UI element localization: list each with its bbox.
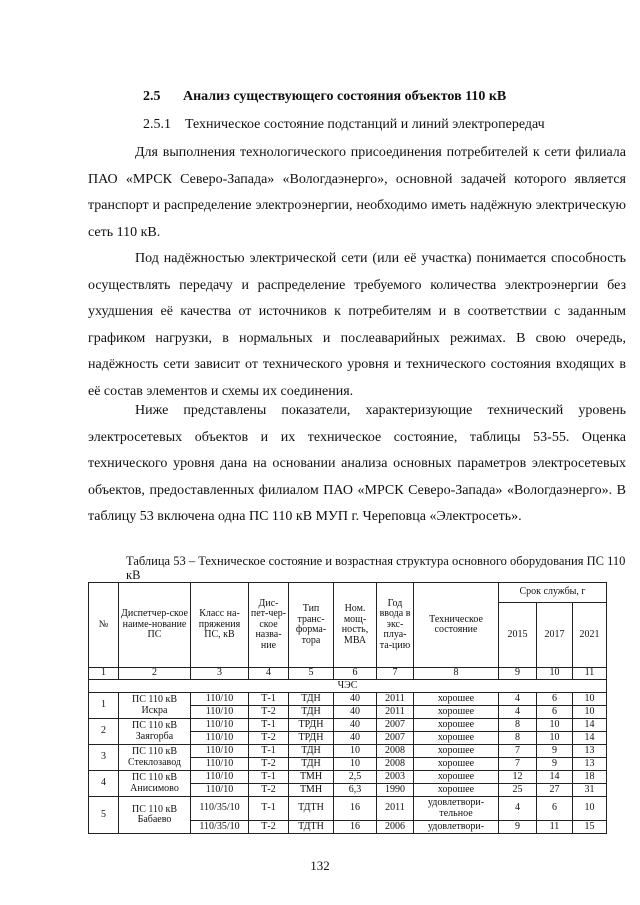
colnum: 1 bbox=[89, 668, 119, 680]
section-heading bbox=[143, 89, 506, 105]
cell-voltage: 110/10 bbox=[191, 693, 249, 706]
cell-2015: 9 bbox=[499, 821, 537, 834]
colnum: 3 bbox=[191, 668, 249, 680]
colnum: 10 bbox=[537, 668, 573, 680]
cell-voltage: 110/10 bbox=[191, 719, 249, 732]
group-row bbox=[89, 680, 607, 693]
cell-voltage: 110/35/10 bbox=[191, 821, 249, 834]
column-number-row bbox=[89, 668, 607, 680]
cell-voltage: 110/10 bbox=[191, 706, 249, 719]
colnum: 5 bbox=[289, 668, 334, 680]
cell-disp: Т-1 bbox=[249, 719, 289, 732]
cell-disp: Т-2 bbox=[249, 784, 289, 797]
header-row bbox=[89, 583, 607, 603]
table-row bbox=[89, 719, 607, 732]
cell-disp: Т-2 bbox=[249, 706, 289, 719]
cell-type: ТРДН bbox=[289, 732, 334, 745]
cell-state: удовлетвори-тельное bbox=[414, 797, 499, 821]
cell-2015: 8 bbox=[499, 719, 537, 732]
cell-2017: 10 bbox=[537, 719, 573, 732]
cell-2015: 4 bbox=[499, 693, 537, 706]
table-row bbox=[89, 693, 607, 706]
header-service: Срок службы, г bbox=[499, 583, 607, 603]
group-label: ЧЭС bbox=[89, 680, 607, 693]
paragraph-2: Под надёжностью электрической сети (или её участка) понимается способность осуществлять передачу и распределение требуемого количества электроэнергии без ухудшения её качества от источников к потребителям и в соответствии с заданным графиком нагрузки, в нормальных и послеаварийных режимах. В свою очередь, надёжность сети зависит от технического уровня и технического состояния входящих в её состав элементов и схемы их соединения. bbox=[88, 251, 626, 399]
colnum: 2 bbox=[119, 668, 191, 680]
equipment-table bbox=[88, 582, 607, 834]
header-year-2021: 2021 bbox=[573, 603, 607, 668]
cell-num: 4 bbox=[89, 771, 119, 797]
header-name: Диспетчер-ское наиме-нование ПС bbox=[119, 583, 191, 668]
colnum: 9 bbox=[499, 668, 537, 680]
cell-type: ТДН bbox=[289, 693, 334, 706]
cell-type: ТДТН bbox=[289, 797, 334, 821]
cell-2015: 7 bbox=[499, 758, 537, 771]
cell-state: хорошее bbox=[414, 706, 499, 719]
cell-year: 2007 bbox=[377, 719, 414, 732]
header-type: Тип транс-форма-тора bbox=[289, 583, 334, 668]
cell-year: 2003 bbox=[377, 771, 414, 784]
cell-2021: 15 bbox=[573, 821, 607, 834]
cell-2021: 14 bbox=[573, 732, 607, 745]
header-year-2017: 2017 bbox=[537, 603, 573, 668]
cell-2017: 10 bbox=[537, 732, 573, 745]
colnum: 6 bbox=[334, 668, 377, 680]
cell-2015: 4 bbox=[499, 706, 537, 719]
cell-type: ТРДН bbox=[289, 719, 334, 732]
cell-state: хорошее bbox=[414, 784, 499, 797]
cell-2017: 14 bbox=[537, 771, 573, 784]
cell-state: хорошее bbox=[414, 719, 499, 732]
table-row bbox=[89, 771, 607, 784]
cell-2015: 8 bbox=[499, 732, 537, 745]
cell-disp: Т-2 bbox=[249, 758, 289, 771]
cell-name: ПС 110 кВ Стеклозавод bbox=[119, 745, 191, 771]
header-num: № bbox=[89, 583, 119, 668]
cell-2017: 6 bbox=[537, 797, 573, 821]
header-year: Год ввода в экс-плуа-та-цию bbox=[377, 583, 414, 668]
header-power: Ном. мощ-ность, МВА bbox=[334, 583, 377, 668]
cell-2021: 14 bbox=[573, 719, 607, 732]
cell-type: ТДТН bbox=[289, 821, 334, 834]
cell-year: 2011 bbox=[377, 693, 414, 706]
cell-2021: 13 bbox=[573, 758, 607, 771]
table-caption: Таблица 53 – Техническое состояние и возрастная структура основного оборудования ПС 110 кВ bbox=[126, 554, 626, 582]
cell-num: 3 bbox=[89, 745, 119, 771]
cell-disp: Т-1 bbox=[249, 797, 289, 821]
header-disp: Дис-пет-чер-ское назва-ние bbox=[249, 583, 289, 668]
cell-2017: 9 bbox=[537, 745, 573, 758]
cell-num: 1 bbox=[89, 693, 119, 719]
paragraph-3: Ниже представлены показатели, характеризующие технический уровень электросетевых объектов и их техническое состояние, таблицы 53-55. Оценка технического уровня дана на основании анализа основных параметров электросетевых объектов, предоставленных филиалом ПАО «МРСК Северо-Запада» «Вологдаэнерго». В таблицу 53 включена одна ПС 110 кВ МУП г. Череповца «Электросеть». bbox=[88, 403, 626, 524]
cell-disp: Т-1 bbox=[249, 693, 289, 706]
cell-voltage: 110/10 bbox=[191, 745, 249, 758]
cell-2017: 27 bbox=[537, 784, 573, 797]
cell-power: 16 bbox=[334, 797, 377, 821]
header-state: Техническое состояние bbox=[414, 583, 499, 668]
colnum: 7 bbox=[377, 668, 414, 680]
cell-type: ТМН bbox=[289, 771, 334, 784]
cell-2017: 6 bbox=[537, 693, 573, 706]
cell-state: хорошее bbox=[414, 693, 499, 706]
cell-power: 40 bbox=[334, 706, 377, 719]
cell-2017: 6 bbox=[537, 706, 573, 719]
cell-2021: 10 bbox=[573, 706, 607, 719]
cell-disp: Т-2 bbox=[249, 732, 289, 745]
cell-2015: 7 bbox=[499, 745, 537, 758]
cell-2021: 10 bbox=[573, 797, 607, 821]
cell-year: 2011 bbox=[377, 797, 414, 821]
cell-year: 2008 bbox=[377, 745, 414, 758]
cell-year: 2008 bbox=[377, 758, 414, 771]
section-number: 2.5 bbox=[143, 89, 161, 104]
cell-2015: 4 bbox=[499, 797, 537, 821]
cell-voltage: 110/10 bbox=[191, 771, 249, 784]
cell-year: 1990 bbox=[377, 784, 414, 797]
cell-year: 2006 bbox=[377, 821, 414, 834]
cell-2021: 31 bbox=[573, 784, 607, 797]
cell-name: ПС 110 кВ Анисимово bbox=[119, 771, 191, 797]
subsection-number: 2.5.1 bbox=[143, 117, 171, 132]
cell-power: 40 bbox=[334, 732, 377, 745]
cell-power: 10 bbox=[334, 758, 377, 771]
cell-2015: 12 bbox=[499, 771, 537, 784]
colnum: 4 bbox=[249, 668, 289, 680]
cell-power: 16 bbox=[334, 821, 377, 834]
table-row bbox=[89, 797, 607, 821]
cell-name: ПС 110 кВ Заягорба bbox=[119, 719, 191, 745]
cell-type: ТМН bbox=[289, 784, 334, 797]
cell-voltage: 110/10 bbox=[191, 784, 249, 797]
cell-2017: 9 bbox=[537, 758, 573, 771]
section-title: Анализ существующего состояния объектов 110 кВ bbox=[183, 89, 507, 104]
cell-year: 2011 bbox=[377, 706, 414, 719]
cell-state: удовлетвори- bbox=[414, 821, 499, 834]
cell-type: ТДН bbox=[289, 758, 334, 771]
table-row bbox=[89, 745, 607, 758]
cell-2021: 10 bbox=[573, 693, 607, 706]
cell-power: 6,3 bbox=[334, 784, 377, 797]
subsection-title: Техническое состояние подстанций и линий электропередач bbox=[185, 117, 545, 132]
cell-2015: 25 bbox=[499, 784, 537, 797]
cell-voltage: 110/10 bbox=[191, 758, 249, 771]
page-number: 132 bbox=[310, 858, 330, 873]
cell-disp: Т-1 bbox=[249, 745, 289, 758]
cell-year: 2007 bbox=[377, 732, 414, 745]
cell-name: ПС 110 кВ Бабаево bbox=[119, 797, 191, 834]
cell-power: 40 bbox=[334, 693, 377, 706]
cell-state: хорошее bbox=[414, 745, 499, 758]
subsection-heading bbox=[143, 117, 545, 133]
cell-power: 40 bbox=[334, 719, 377, 732]
cell-2021: 18 bbox=[573, 771, 607, 784]
cell-disp: Т-2 bbox=[249, 821, 289, 834]
cell-state: хорошее bbox=[414, 771, 499, 784]
cell-disp: Т-1 bbox=[249, 771, 289, 784]
cell-name: ПС 110 кВ Искра bbox=[119, 693, 191, 719]
cell-num: 2 bbox=[89, 719, 119, 745]
colnum: 8 bbox=[414, 668, 499, 680]
cell-2021: 13 bbox=[573, 745, 607, 758]
cell-voltage: 110/10 bbox=[191, 732, 249, 745]
cell-state: хорошее bbox=[414, 732, 499, 745]
cell-power: 2,5 bbox=[334, 771, 377, 784]
paragraph-1: Для выполнения технологического присоединения потребителей к сети филиала ПАО «МРСК Северо-Запада» «Вологдаэнерго», основной задачей которого является транспорт и распределение электроэнергии, необходимо иметь надёжную электрическую сеть 110 кВ. bbox=[88, 145, 626, 240]
cell-type: ТДН bbox=[289, 706, 334, 719]
header-voltage: Класс на-пряжения ПС, кВ bbox=[191, 583, 249, 668]
cell-num: 5 bbox=[89, 797, 119, 834]
cell-power: 10 bbox=[334, 745, 377, 758]
colnum: 11 bbox=[573, 668, 607, 680]
cell-state: хорошее bbox=[414, 758, 499, 771]
cell-voltage: 110/35/10 bbox=[191, 797, 249, 821]
header-year-2015: 2015 bbox=[499, 603, 537, 668]
cell-type: ТДН bbox=[289, 745, 334, 758]
cell-2017: 11 bbox=[537, 821, 573, 834]
